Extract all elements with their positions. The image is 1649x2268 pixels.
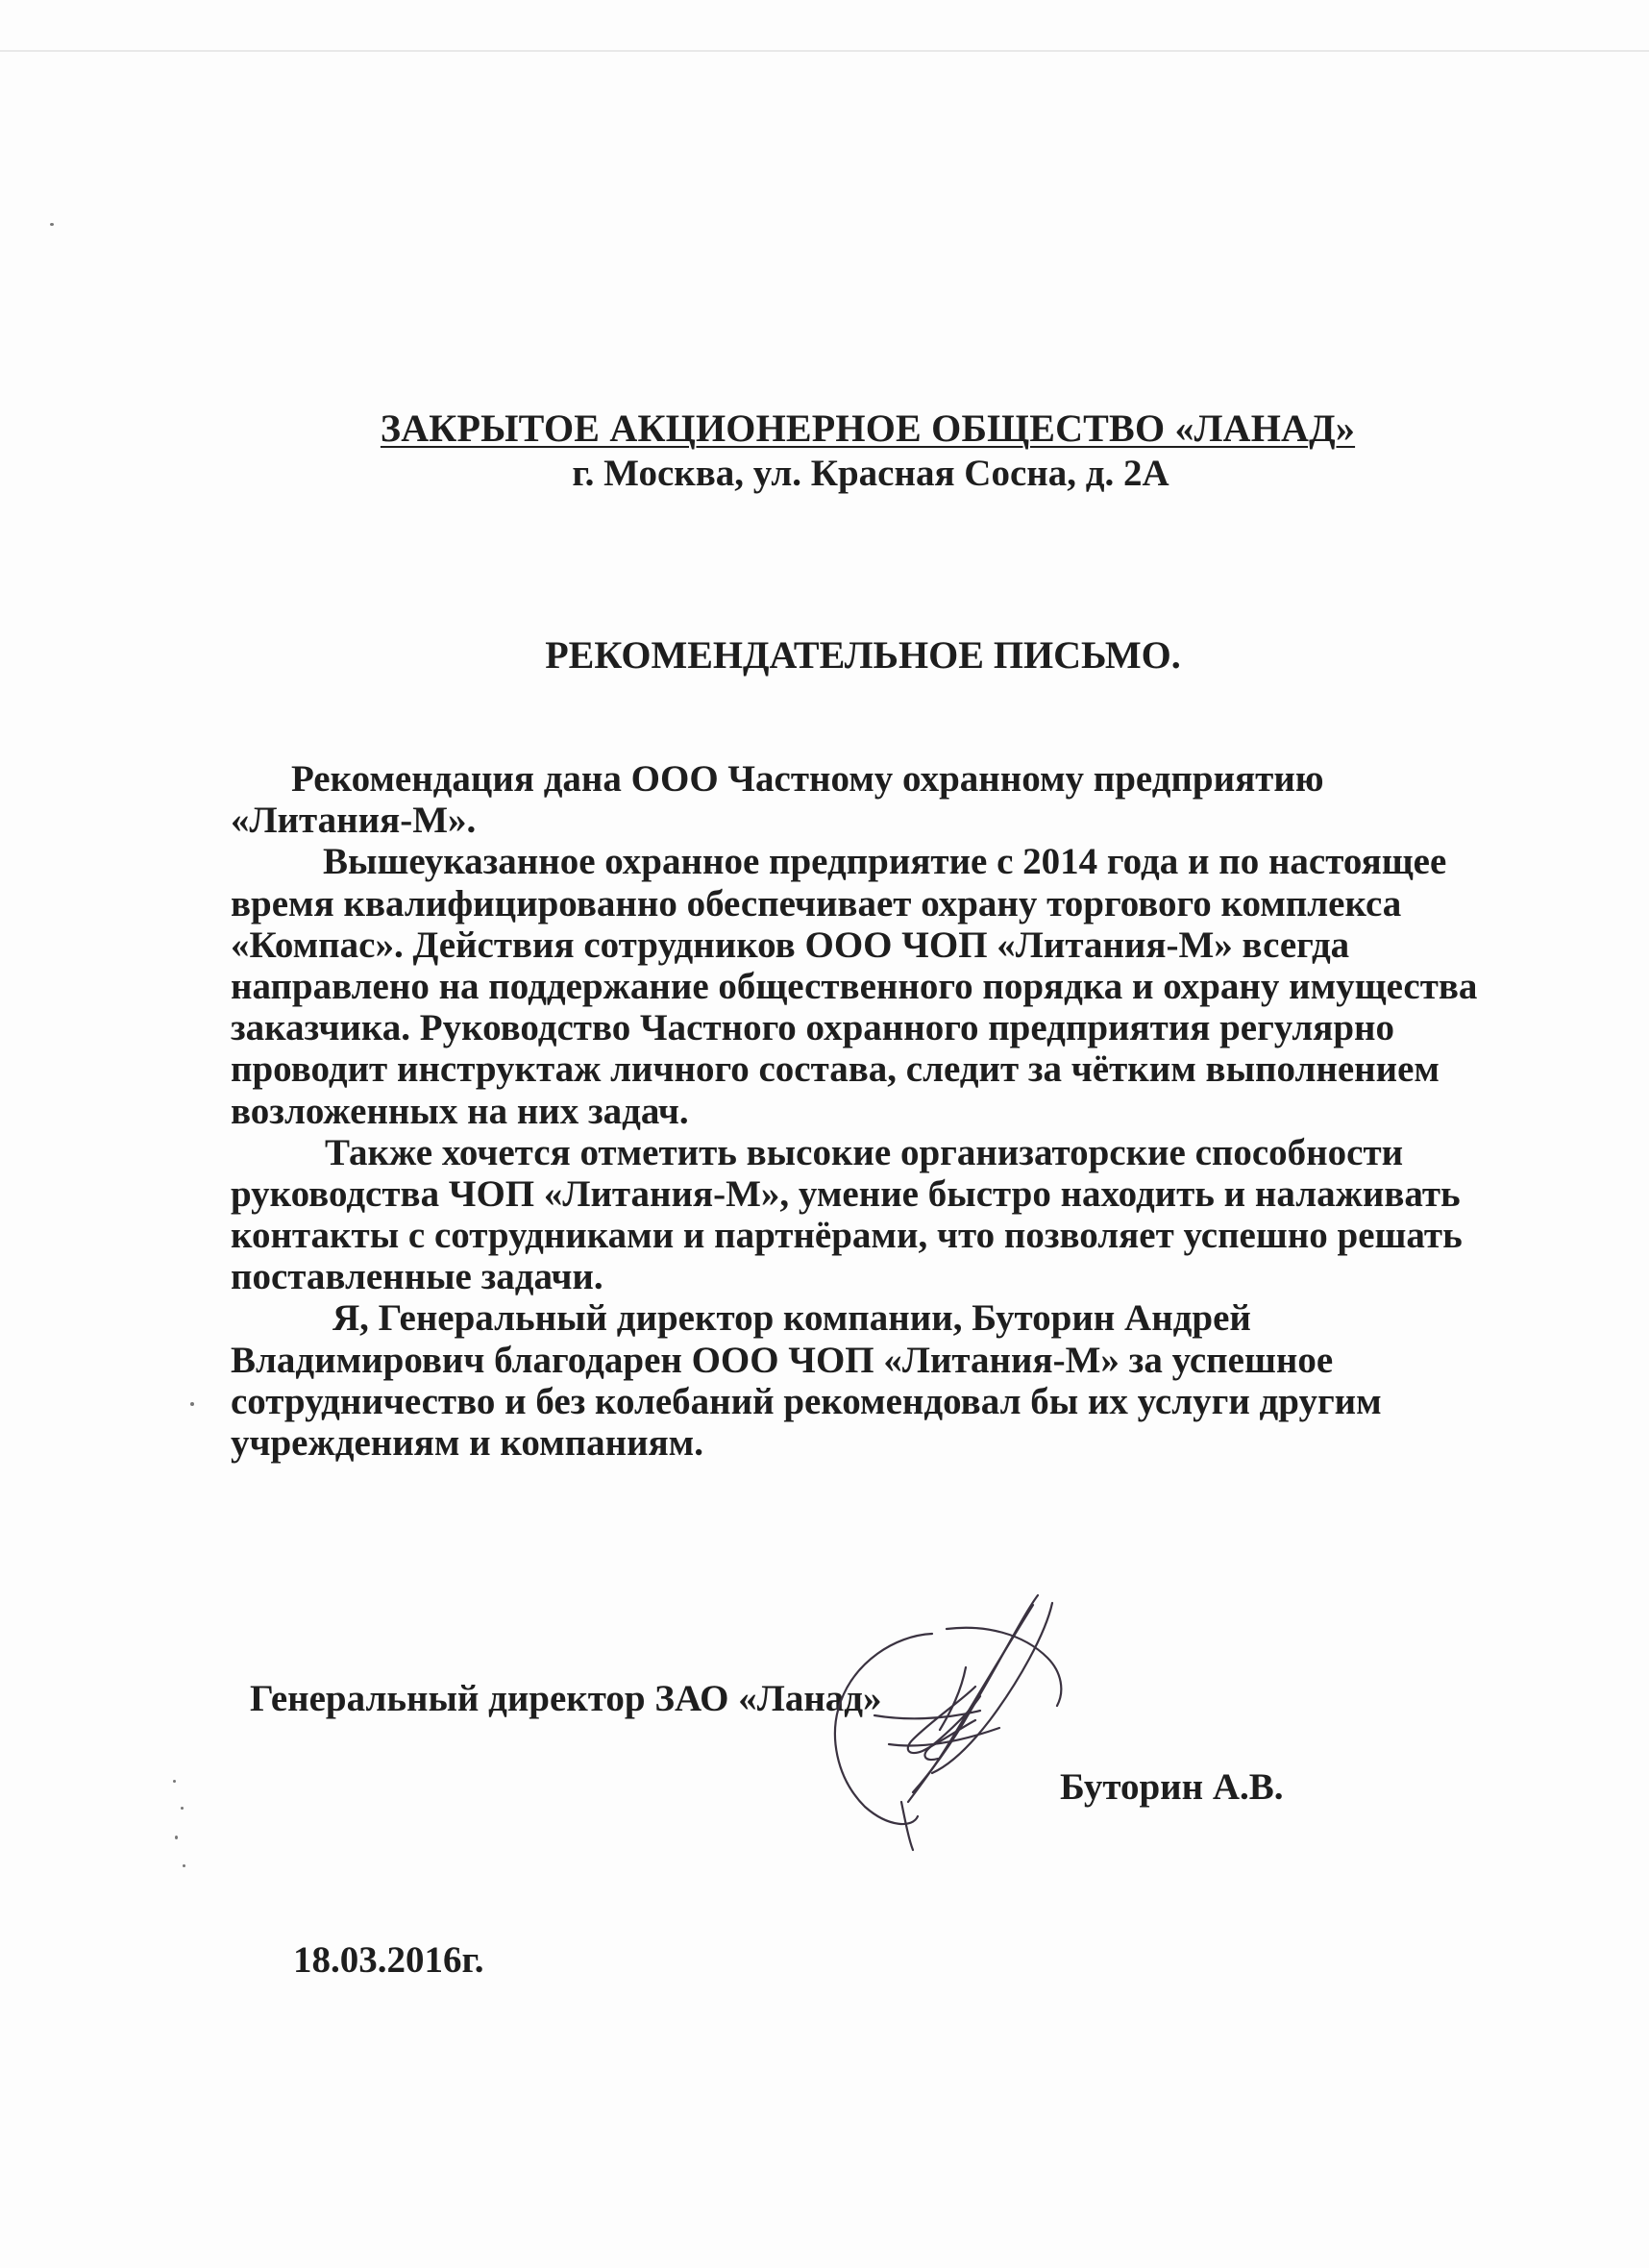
body-line: «Литания-М».: [231, 800, 477, 842]
body-line: поставленные задачи.: [231, 1256, 603, 1298]
company-address: [0, 452, 1649, 495]
body-line: Я, Генеральный директор компании, Буторин Андрей: [332, 1297, 1251, 1340]
body-line: Также хочется отметить высокие организаторские способности: [325, 1131, 1404, 1173]
body-line: контакты с сотрудниками и партнёрами, что позволяет успешно решать: [231, 1215, 1463, 1257]
signer-role: Генеральный директор ЗАО «Ланад»: [250, 1678, 882, 1719]
body-line: сотрудничество и без колебаний рекомендовал бы их услуги другим: [231, 1380, 1382, 1422]
handwritten-signature: [817, 1576, 1067, 1855]
company-name-text: ЗАКРЫТОЕ АКЦИОНЕРНОЕ ОБЩЕСТВО «ЛАНАД»: [380, 407, 1356, 450]
body-line: заказчика. Руководство Частного охранного предприятия регулярно: [231, 1007, 1394, 1049]
letter-date: 18.03.2016г.: [293, 1939, 484, 1981]
signer-name: Буторин А.В.: [1060, 1766, 1284, 1808]
body-line: Рекомендация дана ООО Частному охранному предприятию: [291, 758, 1324, 800]
scan-speck: [173, 1780, 176, 1783]
scan-speck: [190, 1402, 194, 1406]
company-address-text: г. Москва, ул. Красная Сосна, д. 2А: [572, 453, 1169, 494]
scan-speck: [181, 1807, 184, 1810]
body-line: Владимирович благодарен ООО ЧОП «Литания-М» за успешное: [231, 1339, 1334, 1381]
company-name: [0, 406, 1649, 451]
body-line: «Компас». Действия сотрудников ООО ЧОП «Литания-М» всегда: [231, 924, 1350, 966]
scan-speck: [50, 223, 54, 226]
body-line: руководства ЧОП «Литания-М», умение быстро находить и налаживать: [231, 1172, 1461, 1215]
scan-speck: [175, 1836, 178, 1839]
scan-speck: [183, 1864, 185, 1867]
body-line: возложенных на них задач.: [231, 1090, 689, 1132]
body-line: учреждениям и компаниям.: [231, 1422, 703, 1464]
body-line: проводит инструктаж личного состава, следит за чётким выполнением: [231, 1048, 1440, 1091]
body-line: направлено на поддержание общественного порядка и охрану имущества: [231, 965, 1478, 1007]
letter-title: [0, 632, 1649, 678]
letter-title-text: РЕКОМЕНДАТЕЛЬНОЕ ПИСЬМО.: [545, 633, 1181, 677]
body-line: Вышеуказанное охранное предприятие с 2014 года и по настоящее: [323, 841, 1447, 883]
scan-edge-line: [0, 50, 1649, 52]
body-line: время квалифицированно обеспечивает охрану торгового комплекса: [231, 882, 1402, 924]
letter-body: [231, 758, 1499, 1464]
